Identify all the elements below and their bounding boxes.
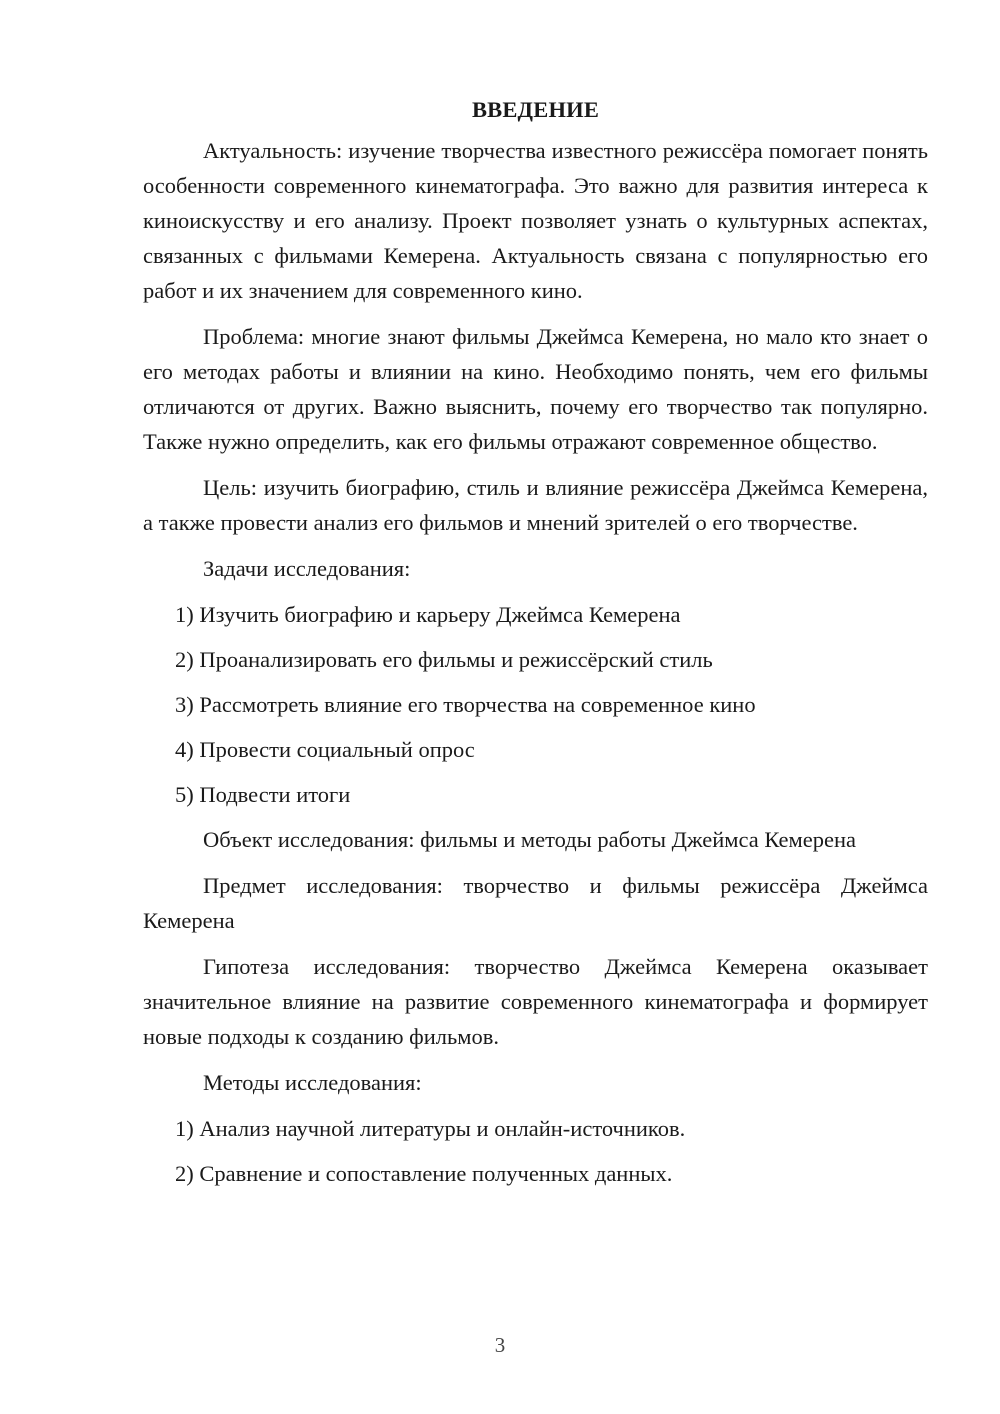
methods-list <box>143 1111 928 1191</box>
list-item: 1) Изучить биографию и карьеру Джеймса Кемерена <box>175 602 681 627</box>
tasks-heading: Задачи исследования: <box>203 556 411 581</box>
list-item: 5) Подвести итоги <box>175 782 351 807</box>
list-item: 2) Проанализировать его фильмы и режиссёрский стиль <box>175 647 713 672</box>
page-number: 3 <box>494 1333 506 1357</box>
section-title: ВВЕДЕНИЕ <box>471 97 600 122</box>
list-item: 1) Анализ научной литературы и онлайн-источников. <box>175 1116 686 1141</box>
list-item: 4) Провести социальный опрос <box>175 737 475 762</box>
list-item: 2) Сравнение и сопоставление полученных данных. <box>175 1161 673 1186</box>
paragraph-goal: Цель: изучить биографию, стиль и влияние режиссёра Джеймса Кемерена, а также провести анализ его фильмов и мнений зрителей о его творчестве. <box>143 475 928 535</box>
list-item: 3) Рассмотреть влияние его творчества на современное кино <box>175 692 756 717</box>
tasks-list <box>143 597 928 812</box>
paragraph-subject: Предмет исследования: творчество и фильмы режиссёра Джеймса Кемерена <box>143 873 928 933</box>
document-page <box>143 92 928 1201</box>
paragraph-object: Объект исследования: фильмы и методы работы Джеймса Кемерена <box>203 827 856 852</box>
paragraph-relevance: Актуальность: изучение творчества известного режиссёра помогает понять особенности современного кинематографа. Это важно для развития интереса к киноискусству и его анализу. Проект позволяет узнать о культурных аспектах, связанных с фильмами Кемерена. Актуальность связана с популярностью его работ и их значением для современного кино. <box>143 138 928 303</box>
paragraph-hypothesis: Гипотеза исследования: творчество Джеймса Кемерена оказывает значительное влияние на развитие современного кинематографа и формирует новые подходы к созданию фильмов. <box>143 954 928 1049</box>
paragraph-problem: Проблема: многие знают фильмы Джеймса Кемерена, но мало кто знает о его методах работы и влиянии на кино. Необходимо понять, чем его фильмы отличаются от других. Важно выяснить, почему его творчество так популярно. Также нужно определить, как его фильмы отражают современное общество. <box>143 324 928 454</box>
methods-heading: Методы исследования: <box>203 1070 422 1095</box>
